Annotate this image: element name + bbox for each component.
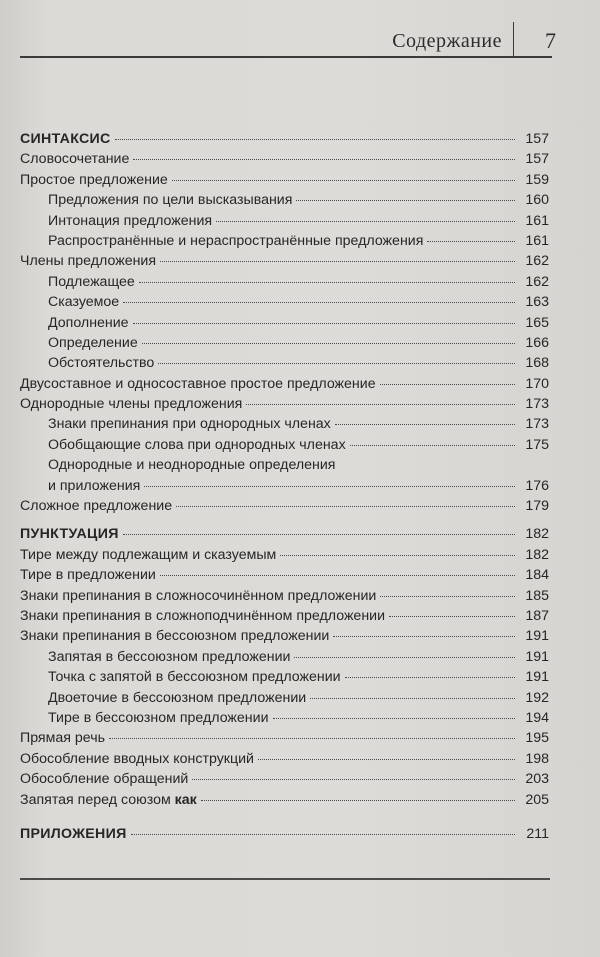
toc-page-number: 192 — [525, 689, 549, 706]
toc-page-number: 182 — [525, 526, 549, 543]
toc-page-number: 176 — [525, 477, 549, 494]
toc-page-number: 162 — [525, 253, 549, 270]
toc-page-number: 162 — [525, 273, 549, 290]
toc-section-title: ПРИЛОЖЕНИЯ — [20, 825, 127, 842]
toc-entry-label: Тире в предложении — [20, 567, 156, 584]
toc-entry-label: Точка с запятой в бессоюзном предложении — [48, 669, 341, 686]
header-page-number: 7 — [545, 28, 556, 53]
dot-leader — [345, 677, 515, 678]
toc-entry[interactable] — [20, 586, 549, 606]
dot-leader — [296, 200, 515, 201]
toc-entry-label: Члены предложения — [20, 253, 157, 270]
toc-entry-label-line1[interactable]: Однородные и неоднородные определения — [48, 457, 336, 474]
toc-entry[interactable] — [20, 545, 549, 565]
toc-page-number: 175 — [525, 436, 549, 453]
toc-page-number: 211 — [526, 825, 549, 842]
toc-page-number: 166 — [525, 334, 549, 351]
table-of-contents — [20, 129, 549, 844]
toc-entry-label: Двусоставное и односоставное простое предложение — [20, 375, 376, 392]
toc-entry-label: Сложное предложение — [20, 498, 173, 515]
toc-subentry[interactable] — [20, 190, 549, 210]
toc-entry-label: Подлежащее — [48, 273, 135, 290]
dot-leader — [350, 445, 515, 446]
page-header — [20, 22, 572, 62]
toc-page-number: 159 — [525, 171, 549, 188]
toc-page-number: 187 — [525, 607, 549, 624]
dot-leader — [389, 616, 515, 617]
toc-page-number: 165 — [525, 314, 549, 331]
toc-page-number: 191 — [525, 669, 549, 686]
toc-entry[interactable] — [20, 394, 549, 414]
toc-entry[interactable] — [20, 170, 549, 190]
toc-section-title: ПУНКТУАЦИЯ — [20, 526, 119, 543]
toc-entry-label: Определение — [48, 334, 138, 351]
toc-page-number: 161 — [525, 212, 549, 229]
toc-entry[interactable] — [20, 565, 549, 585]
toc-entry-label: Однородные члены предложения — [20, 396, 243, 413]
toc-page-number: 205 — [525, 791, 549, 808]
toc-entry-label: Обобщающие слова при однородных членах — [48, 436, 346, 453]
dot-leader — [158, 363, 515, 364]
toc-entry-label: Знаки препинания в сложноподчинённом предложении — [20, 607, 386, 624]
toc-page-number: 203 — [525, 771, 549, 788]
dot-leader — [133, 159, 515, 160]
dot-leader — [109, 738, 515, 739]
dot-leader — [294, 657, 515, 658]
toc-page-number: 194 — [525, 709, 549, 726]
dot-leader — [115, 139, 515, 140]
toc-entry-label: Простое предложение — [20, 171, 168, 188]
dot-leader — [123, 534, 515, 535]
toc-subentry[interactable] — [20, 414, 549, 434]
toc-entry[interactable] — [20, 626, 549, 646]
toc-subentry[interactable] — [20, 476, 549, 496]
dot-leader — [176, 506, 515, 507]
toc-entry[interactable] — [20, 728, 549, 748]
toc-entry-label: Знаки препинания в сложносочинённом предложении — [20, 587, 377, 604]
dot-leader — [142, 343, 515, 344]
dot-leader — [333, 636, 515, 637]
toc-page-number: 191 — [525, 648, 549, 665]
dot-leader — [335, 424, 515, 425]
toc-section-appendix[interactable] — [20, 824, 549, 844]
toc-subentry[interactable] — [20, 292, 549, 312]
toc-entry-label: Распространённые и нераспространённые предложения — [48, 232, 424, 249]
toc-entry-label: Обстоятельство — [48, 355, 155, 372]
dot-leader — [192, 779, 515, 780]
toc-entry-label: Прямая речь — [20, 730, 105, 747]
dot-leader — [172, 180, 515, 181]
toc-entry[interactable] — [20, 790, 549, 810]
toc-entry[interactable] — [20, 496, 549, 516]
toc-entry-label: Дополнение — [48, 314, 129, 331]
toc-page-number: 160 — [525, 192, 549, 209]
toc-page-number: 191 — [525, 628, 549, 645]
toc-subentry[interactable] — [20, 353, 549, 373]
dot-leader — [139, 282, 515, 283]
dot-leader — [380, 384, 515, 385]
toc-subentry[interactable] — [20, 667, 549, 687]
toc-entry-label-text: Запятая перед союзом — [20, 791, 171, 808]
toc-page-number: 195 — [525, 730, 549, 747]
toc-page-number: 163 — [525, 294, 549, 311]
dot-leader — [133, 323, 515, 324]
toc-entry[interactable] — [20, 149, 549, 169]
toc-page-number: 161 — [525, 232, 549, 249]
dot-leader — [310, 698, 515, 699]
dot-leader — [201, 800, 515, 801]
toc-section-syntax[interactable] — [20, 129, 549, 149]
toc-entry-label: Знаки препинания при однородных членах — [48, 416, 331, 433]
dot-leader — [123, 302, 515, 303]
toc-entry-label-line2: и приложения — [48, 477, 141, 494]
dot-leader — [160, 575, 515, 576]
dot-leader — [273, 718, 516, 719]
toc-entry[interactable] — [20, 374, 549, 394]
toc-section-punctuation[interactable] — [20, 524, 549, 544]
toc-subentry[interactable] — [20, 333, 549, 353]
toc-entry-label: Обособление обращений — [20, 771, 189, 788]
dot-leader — [131, 834, 515, 835]
toc-page-number: 173 — [525, 416, 549, 433]
toc-page-number: 157 — [525, 131, 549, 147]
toc-entry-label: Интонация предложения — [48, 212, 213, 229]
toc-entry-label: Сказуемое — [48, 294, 120, 311]
toc-page-number: 185 — [525, 587, 549, 604]
toc-page-number: 198 — [525, 750, 549, 767]
toc-page-number: 173 — [525, 396, 549, 413]
toc-entry[interactable] — [20, 769, 549, 789]
toc-subentry[interactable] — [20, 708, 549, 728]
dot-leader — [144, 486, 515, 487]
dot-leader — [258, 759, 515, 760]
toc-entry-label — [20, 790, 197, 810]
dot-leader — [216, 221, 515, 222]
toc-subentry[interactable] — [20, 688, 549, 708]
toc-subentry[interactable] — [20, 211, 549, 231]
toc-page-number: 179 — [525, 498, 549, 515]
toc-entry-label-bold: как — [174, 791, 197, 808]
toc-entry-label: Тире между подлежащим и сказуемым — [20, 546, 277, 563]
header-separator — [513, 22, 515, 58]
toc-entry[interactable] — [20, 606, 549, 626]
dot-leader — [246, 404, 515, 405]
toc-subentry[interactable] — [20, 231, 549, 251]
toc-entry-label: Запятая в бессоюзном предложении — [48, 648, 291, 665]
toc-entry-label: Знаки препинания в бессоюзном предложении — [20, 628, 330, 645]
toc-page-number: 157 — [525, 151, 549, 168]
toc-entry-label: Тире в бессоюзном предложении — [48, 709, 269, 726]
toc-entry-label: Обособление вводных конструкций — [20, 750, 254, 767]
footer-rule — [20, 878, 550, 880]
toc-section-title: СИНТАКСИС — [20, 131, 111, 147]
header-title: Содержание — [392, 30, 502, 52]
dot-leader — [160, 261, 515, 262]
toc-subentry[interactable] — [20, 647, 549, 667]
toc-entry[interactable] — [20, 251, 549, 271]
dot-leader — [380, 596, 515, 597]
toc-entry-label: Словосочетание — [20, 151, 130, 168]
dot-leader — [427, 241, 515, 242]
toc-entry-label: Двоеточие в бессоюзном предложении — [48, 689, 307, 706]
header-rule — [20, 56, 552, 58]
toc-page-number: 184 — [525, 567, 549, 584]
toc-subentry[interactable] — [20, 272, 549, 292]
toc-subentry[interactable] — [20, 435, 549, 455]
dot-leader — [280, 555, 515, 556]
toc-page-number: 182 — [525, 546, 549, 563]
toc-subentry[interactable] — [20, 313, 549, 333]
toc-entry-label: Предложения по цели высказывания — [48, 192, 293, 209]
toc-page-number: 170 — [525, 375, 549, 392]
toc-page-number: 168 — [525, 355, 549, 372]
toc-entry[interactable] — [20, 749, 549, 769]
